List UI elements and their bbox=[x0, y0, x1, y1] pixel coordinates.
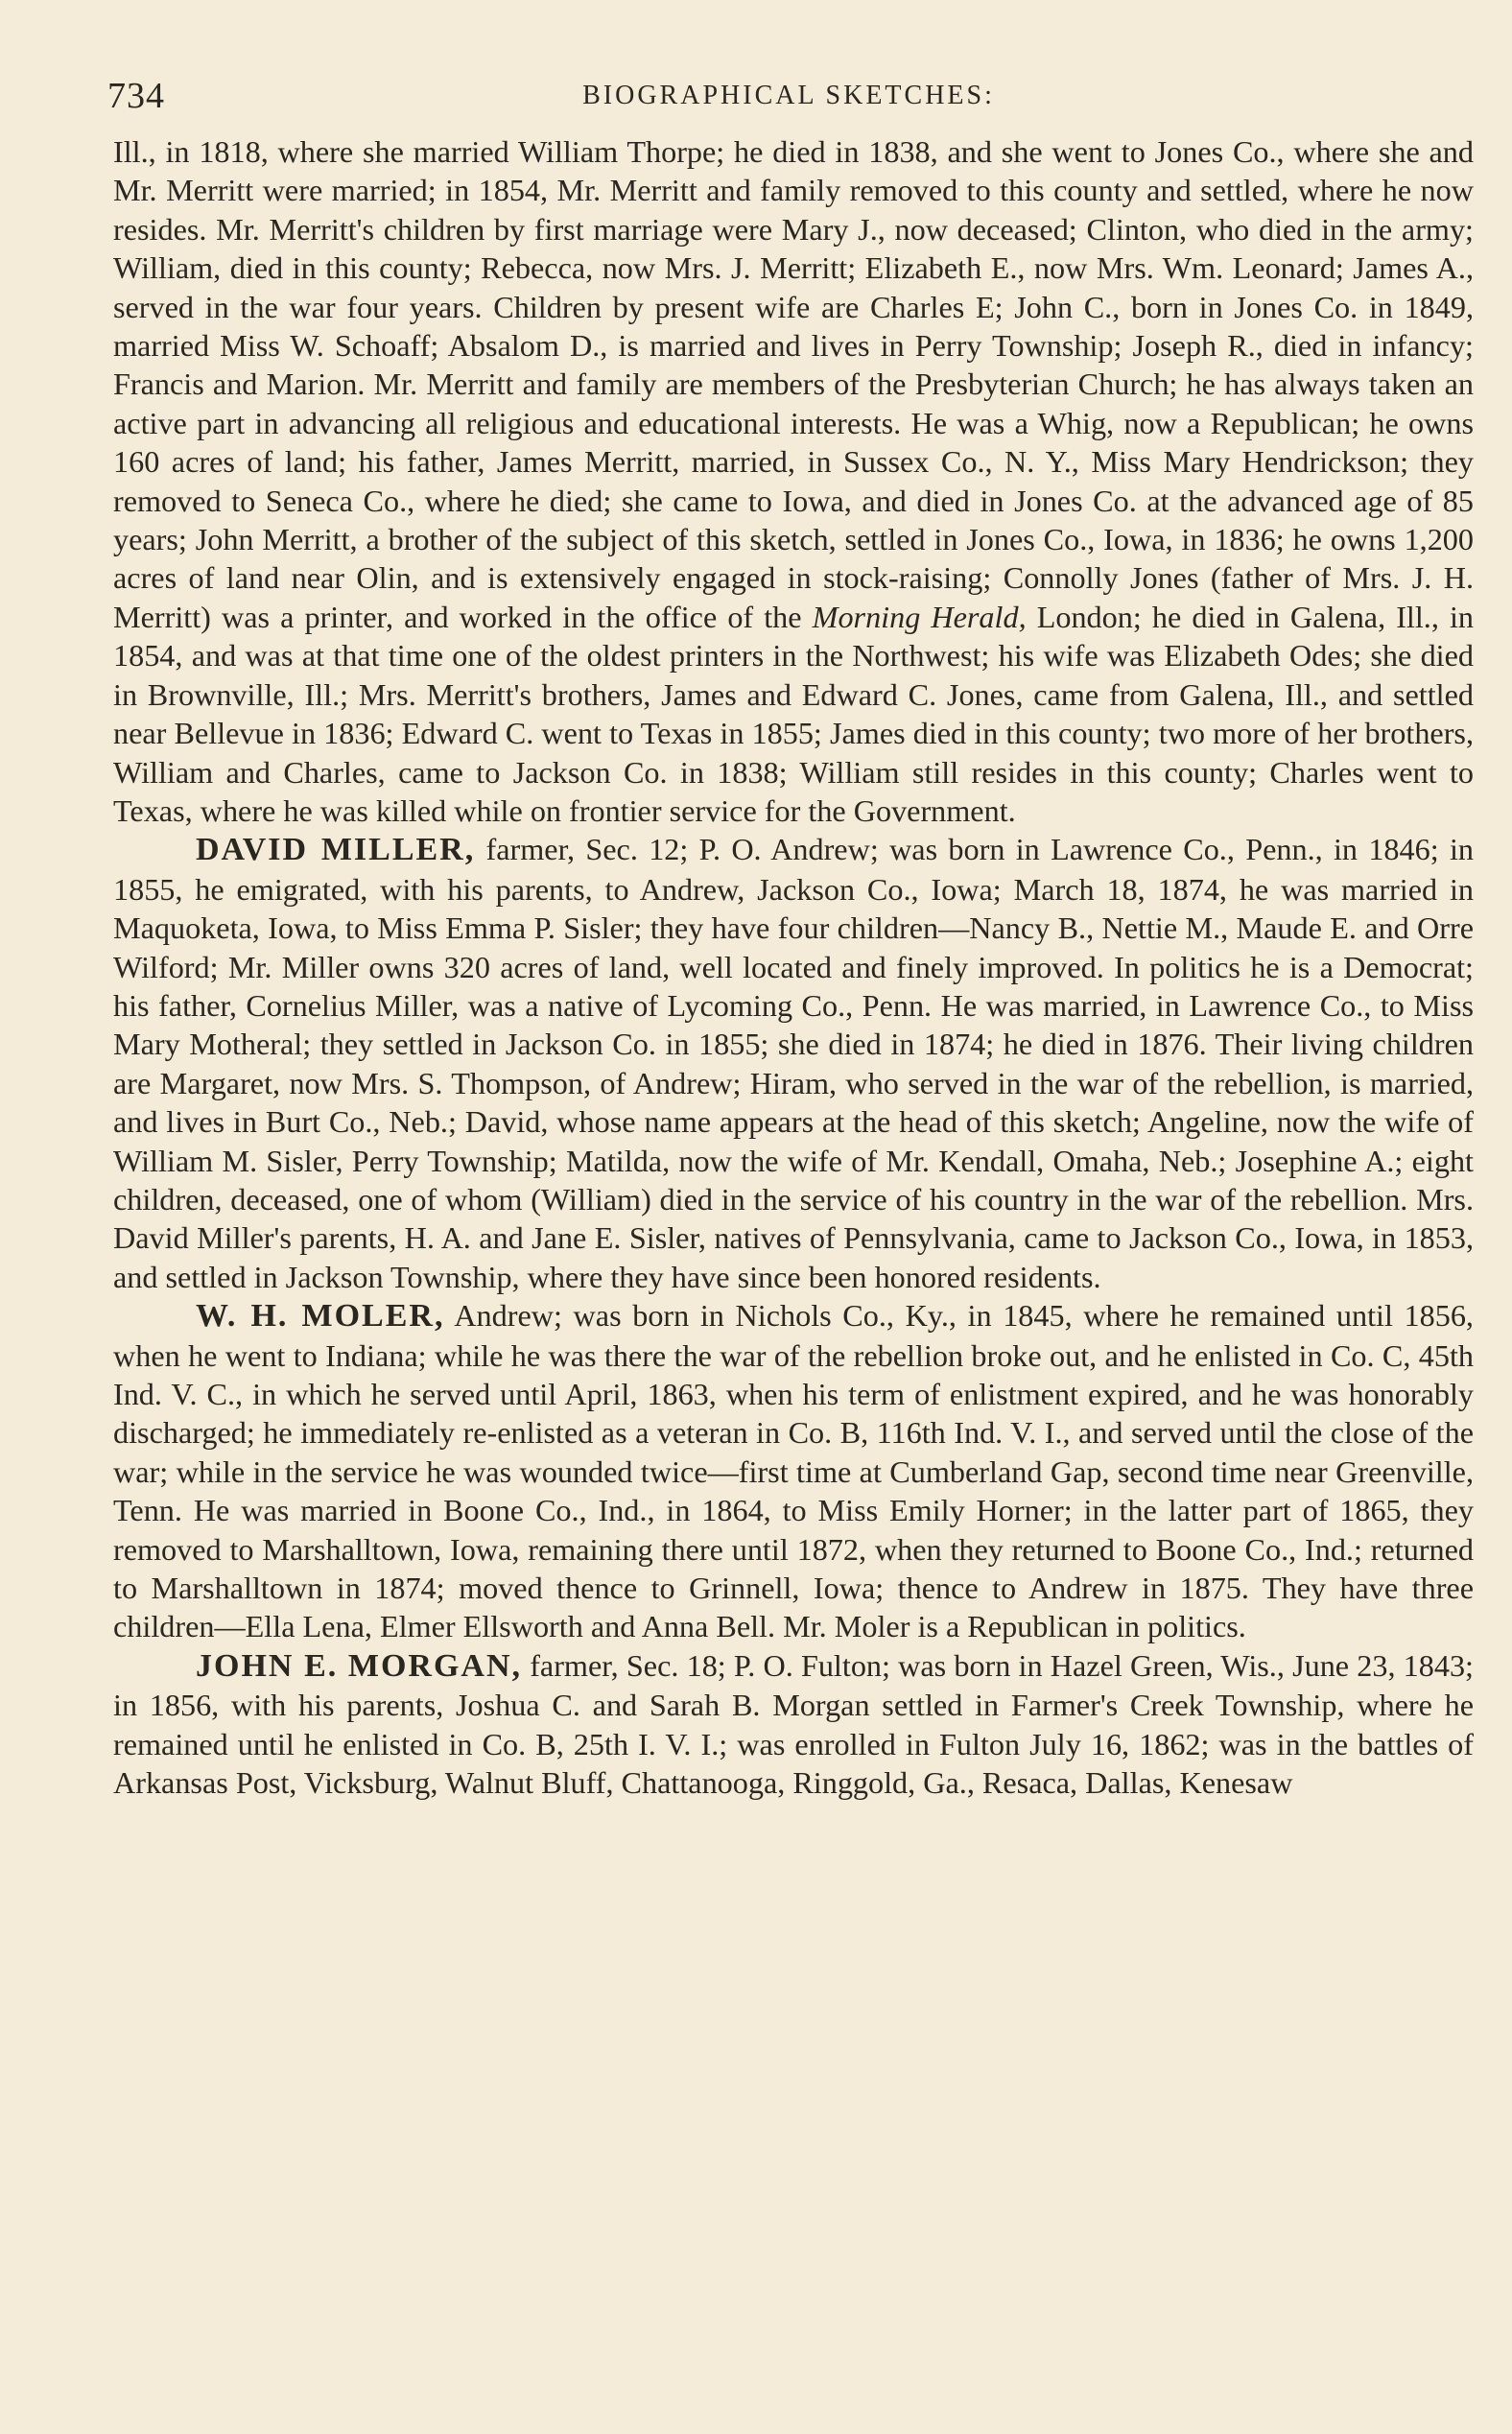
continued-text-part2: London; he died in Galena, Ill., in 1854, and was at that time one of the oldest printers in the Northwest; his wife was Elizabeth Odes; she died in Brownville, Ill.; Mrs. Merritt's brothers, James and Edward C. Jones, came from Galena, Ill., and settled near Bellevue in 1836; Edward C. went to Texas in 1855; James died in this county; two more of her brothers, William and Charles, came to Jackson Co. in 1838; William still resides in this county; Charles went to Texas, where he was killed while on frontier service for the Government. bbox=[113, 599, 1475, 828]
sketch-text: farmer, Sec. 18; P. O. Fulton; was born in Hazel Green, Wis., June 23, 1843; in 1856, with his parents, Joshua C. and Sarah B. Morgan settled in Farmer's Creek Township, where he remained until he enlisted in Co. B, 25th I. V. I.; was enrolled in Fulton July 16, 1862; was in the battles of Arkansas Post, Vicksburg, Walnut Bluff, Chattanooga, Ringgold, Ga., Resaca, Dallas, Kenesaw bbox=[113, 1647, 1474, 1801]
sketch-name: DAVID MILLER, bbox=[196, 832, 476, 868]
newspaper-title: Morning Herald, bbox=[812, 599, 1027, 634]
sketch-name: JOHN E. MORGAN, bbox=[196, 1647, 523, 1684]
sketch-text: farmer, Sec. 12; P. O. Andrew; was born in Lawrence Co., Penn., in 1846; in 1855, he emigrated, with his parents, to Andrew, Jackson Co., Iowa; March 18, 1874, he was married in Maquoketa, Iowa, to Miss Emma P. Sisler; they have four children—Nancy B., Nettie M., Maude E. and Orre Wilford; Mr. Miller owns 320 acres of land, well located and finely improved. In politics he is a Democrat; his father, Cornelius Miller, was a native of Lycoming Co., Penn. He was married, in Lawrence Co., to Miss Mary Motheral; they settled in Jackson Co. in 1855; she died in 1874; he died in 1876. Their living children are Margaret, now Mrs. S. Thompson, of Andrew; Hiram, who served in the war of the rebellion, is married, and lives in Burt Co., Neb.; David, whose name appears at the head of this sketch; Angeline, now the wife of William M. Sisler, Perry Township; Matilda, now the wife of Mr. Kendall, Omaha, Neb.; Josephine A.; eight children, deceased, one of whom (William) died in the service of his country in the war of the rebellion. Mrs. David Miller's parents, H. A. and Jane E. Sisler, natives of Pennsylvania, came to Jackson Co., Iowa, in 1853, and settled in Jackson Township, where they have since been honored residents. bbox=[113, 832, 1474, 1294]
page-header bbox=[104, 75, 1474, 132]
book-page bbox=[104, 75, 1474, 1802]
running-head: BIOGRAPHICAL SKETCHES: bbox=[582, 81, 995, 110]
sketch-entry bbox=[113, 1646, 1474, 1803]
body-text bbox=[113, 132, 1474, 1802]
continued-text-part1: Ill., in 1818, where she married William Thorpe; he died in 1838, and she went to Jones Co., where she and Mr. Merritt were married; in 1854, Mr. Merritt and family removed to this county and settled, where he now resides. Mr. Merritt's children by first marriage were Mary J., now deceased; Clinton, who died in the army; William, died in this county; Rebecca, now Mrs. J. Merritt; Elizabeth E., now Mrs. Wm. Leonard; James A., served in the war four years. Children by present wife are Charles E; John C., born in Jones Co. in 1849, married Miss W. Schoaff; Absalom D., is married and lives in Perry Township; Joseph R., died in infancy; Francis and Marion. Mr. Merritt and family are members of the Presbyterian Church; he has always taken an active part in advancing all religious and educational interests. He was a Whig, now a Republican; he owns 160 acres of land; his father, James Merritt, married, in Sussex Co., N. Y., Miss Mary Hendrickson; they removed to Seneca Co., where he died; she came to Iowa, and died in Jones Co. at the advanced age of 85 years; John Merritt, a brother of the subject of this sketch, settled in Jones Co., Iowa, in 1836; he owns 1,200 acres of land near Olin, and is extensively engaged in stock-raising; Connolly Jones (father of Mrs. J. H. Merritt) was a printer, and worked in the office of the bbox=[113, 134, 1474, 634]
sketch-entry bbox=[113, 830, 1474, 1296]
sketch-name: W. H. MOLER, bbox=[196, 1298, 445, 1335]
page-number: 734 bbox=[107, 76, 165, 116]
continued-sketch bbox=[113, 132, 1474, 830]
sketch-entry bbox=[113, 1296, 1474, 1646]
sketch-text: Andrew; was born in Nichols Co., Ky., in 1845, where he remained until 1856, when he went to Indiana; while he was there the war of the rebellion broke out, and he enlisted in Co. C, 45th Ind. V. C., in which he served until April, 1863, when his term of enlistment expired, and he was honorably discharged; he immediately re-enlisted as a veteran in Co. B, 116th Ind. V. I., and served until the close of the war; while in the service he was wounded twice—first time at Cumberland Gap, second time near Greenville, Tenn. He was married in Boone Co., Ind., in 1864, to Miss Emily Horner; in the latter part of 1865, they removed to Marshalltown, Iowa, remaining there until 1872, when they returned to Boone Co., Ind.; returned to Marshalltown in 1874; moved thence to Grinnell, Iowa; thence to Andrew in 1875. They have three children—Ella Lena, Elmer Ellsworth and Anna Bell. Mr. Moler is a Republican in politics. bbox=[113, 1298, 1474, 1644]
